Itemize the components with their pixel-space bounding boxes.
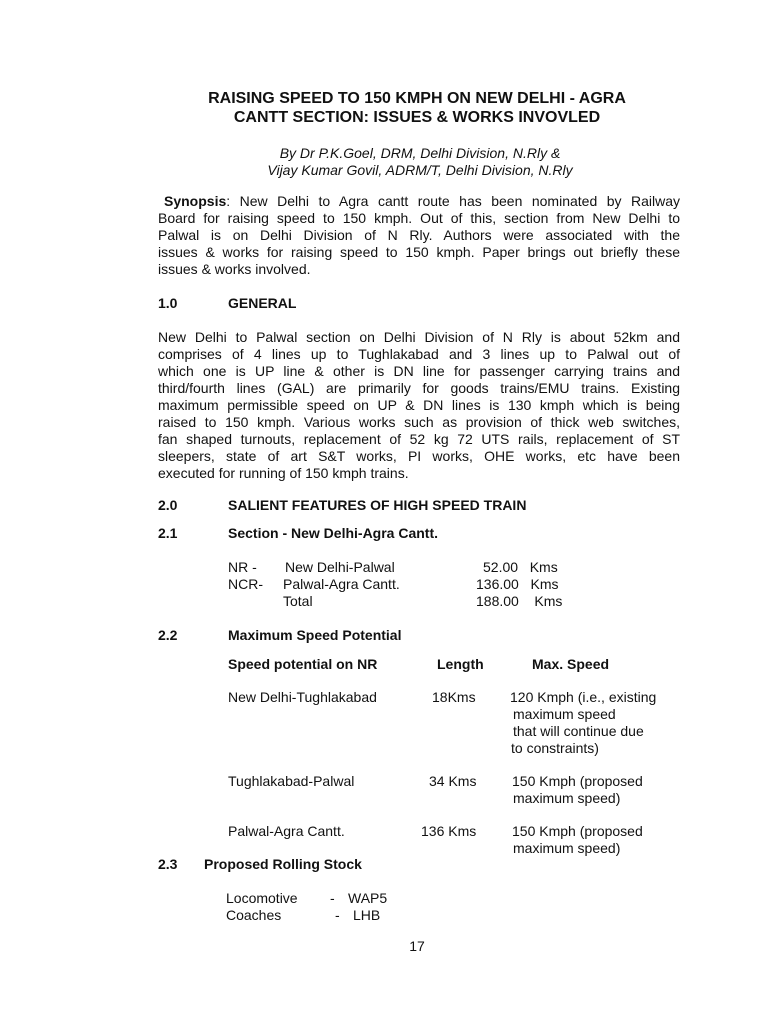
rolling-item-dash: - bbox=[335, 907, 340, 923]
section-heading-general: GENERAL bbox=[228, 295, 297, 311]
speed-row-name: Tughlakabad-Palwal bbox=[228, 773, 355, 789]
route-length: 52.00 Kms bbox=[483, 559, 558, 575]
route-name: New Delhi-Palwal bbox=[285, 559, 395, 575]
speed-row-speed: maximum speed bbox=[513, 706, 616, 722]
authors-line-1: By Dr P.K.Goel, DRM, Delhi Division, N.Rly & bbox=[279, 145, 561, 161]
general-line: maximum permissible speed on UP & DN lines is 130 kmph which is being bbox=[158, 397, 680, 413]
general-line: which one is UP line & other is DN line for passenger carrying trains and bbox=[158, 363, 680, 379]
speed-row-speed: maximum speed) bbox=[513, 840, 621, 856]
section-heading-rolling-stock: Proposed Rolling Stock bbox=[204, 856, 362, 872]
speed-col-header-speed: Max. Speed bbox=[532, 656, 610, 672]
page-number: 17 bbox=[409, 938, 425, 954]
speed-col-header-name: Speed potential on NR bbox=[228, 656, 378, 672]
general-line: sleepers, state of art S&T works, PI works, OHE works, etc have been bbox=[158, 448, 680, 464]
speed-row-length: 136 Kms bbox=[421, 823, 477, 839]
speed-row-length: 18Kms bbox=[432, 689, 476, 705]
general-line: New Delhi to Palwal section on Delhi Division of N Rly is about 52km and bbox=[158, 329, 680, 345]
title-line-2: CANTT SECTION: ISSUES & WORKS INVOVLED bbox=[233, 109, 601, 126]
section-number-2-1: 2.1 bbox=[158, 525, 178, 541]
synopsis-line: issues & works involved. bbox=[158, 261, 311, 277]
general-line: fan shaped turnouts, replacement of 52 kg 72 UTS rails, replacement of ST bbox=[158, 431, 680, 447]
section-heading-speed: Maximum Speed Potential bbox=[228, 627, 402, 643]
synopsis-line: Palwal is on Delhi Division of N Rly. Authors were associated with the bbox=[158, 227, 680, 243]
synopsis-paragraph bbox=[158, 193, 680, 278]
section-number-2-0: 2.0 bbox=[158, 497, 178, 513]
title-line-1: RAISING SPEED TO 150 KMPH ON NEW DELHI - AGRA bbox=[208, 90, 626, 107]
section-heading-salient: SALIENT FEATURES OF HIGH SPEED TRAIN bbox=[228, 497, 527, 513]
route-length: 188.00 Kms bbox=[476, 593, 563, 609]
general-paragraph bbox=[158, 329, 680, 482]
route-name: Total bbox=[283, 593, 313, 609]
rolling-item-value: LHB bbox=[353, 907, 381, 923]
speed-row-name: Palwal-Agra Cantt. bbox=[228, 823, 345, 839]
synopsis-label: Synopsis bbox=[164, 193, 227, 209]
speed-row-length: 34 Kms bbox=[429, 773, 477, 789]
rolling-item-value: WAP5 bbox=[348, 890, 388, 906]
speed-row-speed: 150 Kmph (proposed bbox=[512, 823, 643, 839]
general-line: executed for running of 150 kmph trains. bbox=[158, 465, 409, 481]
rolling-item-label: Coaches bbox=[226, 907, 282, 923]
synopsis-line: Synopsis: New Delhi to Agra cantt route has been nominated by Railway bbox=[164, 193, 680, 209]
section-number-2-2: 2.2 bbox=[158, 627, 178, 643]
speed-row-speed: to constraints) bbox=[511, 740, 599, 756]
speed-row-speed: that will continue due bbox=[513, 723, 644, 739]
general-line: comprises of 4 lines up to Tughlakabad and 3 lines up to Palwal out of bbox=[158, 346, 680, 362]
synopsis-line: issues & works for raising speed to 150 kmph. Paper brings out briefly these bbox=[158, 244, 680, 260]
route-name: Palwal-Agra Cantt. bbox=[283, 576, 400, 592]
authors-line-2: Vijay Kumar Govil, ADRM/T, Delhi Division, N.Rly bbox=[267, 162, 573, 178]
speed-row-speed: 150 Kmph (proposed bbox=[512, 773, 643, 789]
synopsis-line: Board for raising speed to 150 kmph. Out of this, section from New Delhi to bbox=[158, 210, 680, 226]
section-number-2-3: 2.3 bbox=[158, 856, 178, 872]
speed-row-speed: maximum speed) bbox=[513, 790, 621, 806]
rolling-item-dash: - bbox=[330, 890, 335, 906]
general-line: third/fourth lines (GAL) are primarily for goods trains/EMU trains. Existing bbox=[158, 380, 680, 396]
speed-row-name: New Delhi-Tughlakabad bbox=[228, 689, 377, 705]
route-zone: NCR- bbox=[228, 576, 263, 592]
rolling-item-label: Locomotive bbox=[226, 890, 298, 906]
route-length: 136.00 Kms bbox=[476, 576, 559, 592]
section-number-1-0: 1.0 bbox=[158, 295, 178, 311]
general-line: raised to 150 kmph. Various works such as provision of thick web switches, bbox=[158, 414, 680, 430]
speed-col-header-length: Length bbox=[437, 656, 484, 672]
speed-row-speed: 120 Kmph (i.e., existing bbox=[510, 689, 657, 705]
route-zone: NR - bbox=[228, 559, 257, 575]
section-heading-route: Section - New Delhi-Agra Cantt. bbox=[228, 525, 439, 541]
